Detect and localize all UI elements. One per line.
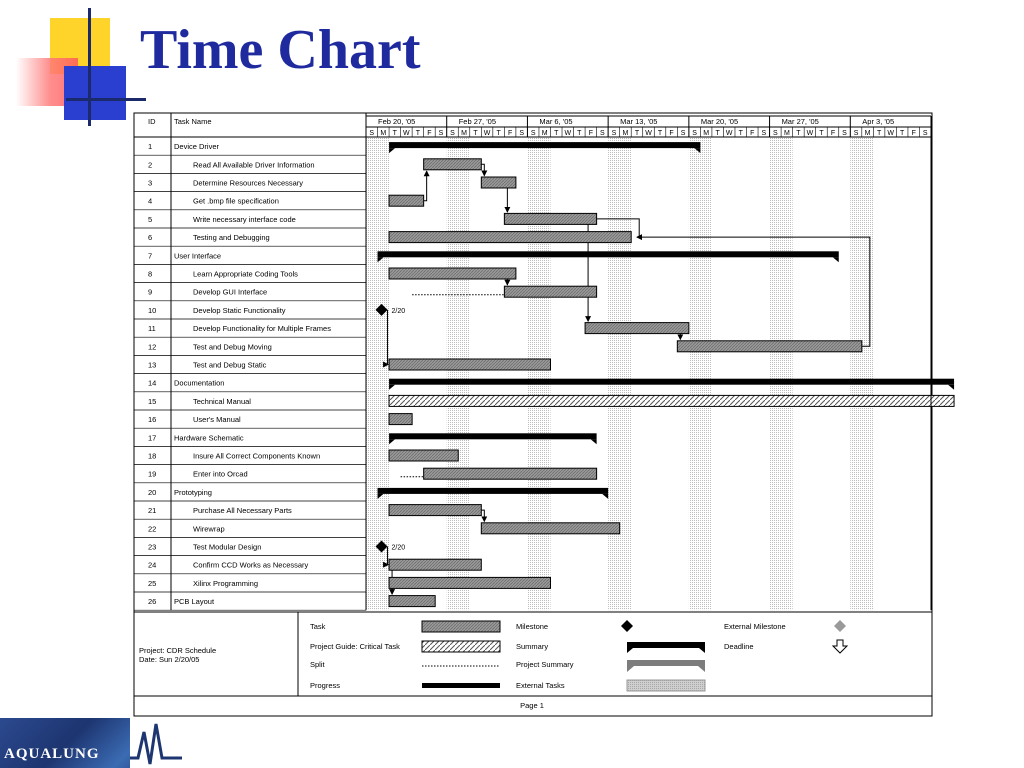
task-name: Documentation	[174, 378, 225, 388]
task-bar	[389, 596, 435, 607]
day-letter: T	[738, 130, 743, 137]
week-label: Apr 3, '05	[862, 117, 895, 126]
legend-label: External Tasks	[516, 681, 565, 690]
task-bar	[389, 414, 412, 425]
day-letter: T	[415, 130, 421, 137]
task-bar	[389, 195, 424, 206]
day-letter: S	[530, 130, 536, 137]
day-letter: S	[922, 130, 928, 137]
task-id: 22	[148, 524, 157, 534]
weekend-shade	[378, 137, 390, 610]
task-name: Read All Available Driver Information	[193, 160, 315, 170]
day-letter: T	[473, 130, 478, 137]
day-letter: W	[483, 130, 491, 137]
name-column-header: Task Name	[174, 117, 212, 126]
task-name: Hardware Schematic	[174, 433, 244, 443]
task-name: Test and Debug Moving	[193, 342, 272, 352]
day-letter: T	[900, 130, 905, 137]
milestone-link	[388, 547, 389, 565]
milestone-label: 2/20	[391, 544, 406, 552]
week-label: Mar 6, '05	[539, 117, 573, 126]
task-id: 8	[148, 269, 153, 279]
day-letter: S	[761, 130, 767, 137]
day-letter: W	[725, 130, 733, 137]
day-letter: F	[911, 130, 916, 137]
day-letter: F	[588, 130, 593, 137]
task-name: Confirm CCD Works as Necessary	[193, 560, 309, 570]
weekend-shade	[447, 137, 459, 610]
task-id: 1	[148, 142, 153, 152]
task-name: Determine Resources Necessary	[193, 178, 304, 188]
task-bar	[424, 468, 597, 479]
weekend-shade	[850, 137, 862, 610]
week-label: Mar 20, '05	[700, 117, 739, 126]
id-column-header: ID	[148, 117, 156, 126]
legend-label: Deadline	[724, 642, 754, 651]
task-id: 17	[148, 433, 157, 443]
weekend-shade	[620, 137, 632, 610]
task-bar	[481, 177, 516, 188]
weekend-shade	[770, 137, 782, 610]
day-letter: S	[680, 130, 686, 137]
day-letter: T	[554, 130, 559, 137]
day-letter: S	[369, 130, 375, 137]
day-letter: S	[450, 130, 455, 137]
task-bar	[481, 523, 619, 534]
day-letter: T	[634, 130, 640, 137]
day-letter: T	[796, 130, 801, 137]
week-label: Feb 20, '05	[378, 117, 416, 126]
weekend-shade	[689, 137, 701, 610]
day-letter: M	[703, 130, 710, 137]
task-name: Write necessary interface code	[193, 214, 296, 224]
task-id: 6	[148, 233, 153, 243]
task-bar	[389, 450, 458, 461]
task-id: 18	[148, 451, 157, 461]
legend-critical-swatch	[422, 641, 500, 652]
day-letter: M	[783, 130, 790, 137]
day-letter: M	[541, 130, 548, 137]
task-bar	[389, 268, 516, 279]
weekend-shade	[700, 137, 712, 610]
task-name: User's Manual	[193, 415, 241, 425]
day-letter: T	[392, 130, 397, 137]
milestone-label: 2/20	[391, 307, 406, 315]
task-bar	[389, 559, 481, 570]
task-id: 14	[148, 378, 157, 388]
weekend-shade	[366, 137, 378, 610]
summary-bar	[378, 488, 609, 494]
week-label: Feb 27, '05	[458, 117, 497, 126]
task-id: 24	[148, 560, 157, 570]
task-bar	[504, 213, 596, 224]
legend-summary-swatch	[627, 642, 705, 648]
day-letter: W	[806, 130, 814, 137]
legend-project-summary-swatch	[627, 660, 705, 666]
day-letter: T	[657, 130, 663, 137]
task-name: PCB Layout	[174, 597, 215, 607]
legend-label: Milestone	[516, 622, 549, 631]
task-name: Testing and Debugging	[193, 233, 270, 243]
task-bar	[504, 286, 596, 297]
task-id: 25	[148, 578, 157, 588]
task-name: Test and Debug Static	[193, 360, 267, 370]
weekend-shade	[781, 137, 793, 610]
task-id: 26	[148, 597, 157, 607]
aqualung-logo	[0, 718, 182, 768]
task-name: User Interface	[174, 251, 222, 261]
day-letter: F	[427, 130, 432, 137]
day-letter: F	[669, 130, 674, 137]
day-letter: T	[496, 130, 501, 137]
task-name: Develop GUI Interface	[193, 287, 268, 297]
legend-label: Split	[310, 660, 325, 669]
legend-label: Progress	[310, 681, 341, 690]
legend-label: Summary	[516, 642, 549, 651]
day-letter: T	[715, 130, 720, 137]
task-id: 3	[148, 178, 153, 188]
weekend-shade	[539, 137, 551, 610]
legend-task-swatch	[422, 621, 500, 632]
week-label: Mar 13, '05	[620, 117, 658, 126]
summary-bar	[389, 142, 700, 148]
task-id: 12	[148, 342, 157, 352]
day-letter: S	[600, 130, 605, 137]
weekend-shade	[862, 137, 874, 610]
page-footer: Page 1	[520, 701, 544, 710]
day-letter: M	[864, 130, 871, 137]
task-id: 13	[148, 360, 157, 370]
task-name: Develop Static Functionality	[193, 305, 286, 315]
task-bar	[677, 341, 861, 352]
day-letter: M	[622, 130, 629, 137]
day-letter: F	[507, 130, 513, 137]
task-id: 21	[148, 506, 157, 516]
task-id: 7	[148, 251, 153, 261]
weekend-shade	[608, 137, 620, 610]
task-id: 23	[148, 542, 157, 552]
summary-bar	[389, 433, 597, 439]
task-id: 19	[148, 469, 157, 479]
task-id: 11	[148, 324, 156, 334]
critical-task-bar	[389, 395, 954, 406]
task-name: Insure All Correct Components Known	[193, 451, 321, 461]
task-bar	[389, 359, 550, 370]
summary-bar	[378, 251, 839, 257]
task-name: Prototyping	[174, 487, 212, 497]
task-name: Enter into Orcad	[193, 469, 248, 479]
task-bar	[389, 505, 481, 516]
day-letter: S	[519, 130, 524, 137]
day-letter: T	[577, 130, 582, 137]
day-letter: T	[819, 130, 824, 137]
task-name: Purchase All Necessary Parts	[193, 506, 292, 516]
legend-label: Project Guide: Critical Task	[310, 642, 400, 651]
day-letter: W	[564, 130, 572, 137]
day-letter: W	[403, 130, 410, 137]
task-name: Device Driver	[174, 142, 220, 152]
day-letter: M	[461, 130, 467, 137]
task-name: Get .bmp file specification	[193, 196, 279, 206]
task-id: 10	[148, 305, 157, 315]
milestone-link	[388, 310, 389, 365]
task-id: 5	[148, 214, 153, 224]
day-letter: F	[830, 130, 836, 137]
task-name: Develop Functionality for Multiple Frames	[193, 324, 331, 334]
task-bar	[389, 577, 550, 588]
legend-label: Project Summary	[516, 660, 574, 669]
logo-text: AQUALUNG	[4, 746, 100, 762]
day-letter: T	[876, 130, 882, 137]
day-letter: M	[380, 130, 387, 137]
task-id: 2	[148, 160, 153, 170]
day-letter: S	[773, 130, 778, 137]
legend-date: Date: Sun 2/20/05	[139, 655, 200, 664]
day-letter: S	[853, 130, 859, 137]
summary-cap-right	[948, 385, 954, 390]
task-bar	[389, 232, 631, 243]
day-letter: S	[438, 130, 444, 137]
task-name: Wirewrap	[193, 524, 225, 534]
legend-external-tasks-swatch	[627, 680, 705, 691]
logo-wave-icon	[130, 718, 182, 768]
task-bar	[424, 159, 482, 170]
day-letter: W	[645, 130, 652, 137]
day-letter: S	[692, 130, 697, 137]
task-id: 16	[148, 415, 157, 425]
task-name: Xilinx Programming	[193, 578, 259, 588]
legend-label: External Milestone	[724, 622, 786, 631]
task-id: 9	[148, 287, 153, 297]
weekend-shade	[458, 137, 470, 610]
weekend-shade	[527, 137, 539, 610]
day-letter: F	[750, 130, 755, 137]
legend-progress-swatch	[422, 683, 500, 688]
day-letter: W	[887, 130, 894, 137]
page-title: Time Chart	[140, 19, 421, 81]
task-id: 4	[148, 196, 153, 206]
task-id: 15	[148, 396, 157, 406]
day-letter: S	[611, 130, 617, 137]
week-label: Mar 27, '05	[781, 117, 819, 126]
day-letter: S	[842, 130, 847, 137]
summary-bar	[389, 379, 954, 385]
task-bar	[585, 323, 689, 334]
legend-label: Task	[310, 622, 326, 631]
legend-project: Project: CDR Schedule	[139, 646, 217, 655]
task-name: Technical Manual	[193, 396, 251, 406]
task-name: Test Modular Design	[193, 542, 262, 552]
task-id: 20	[148, 487, 157, 497]
task-name: Learn Appropriate Coding Tools	[193, 269, 298, 279]
